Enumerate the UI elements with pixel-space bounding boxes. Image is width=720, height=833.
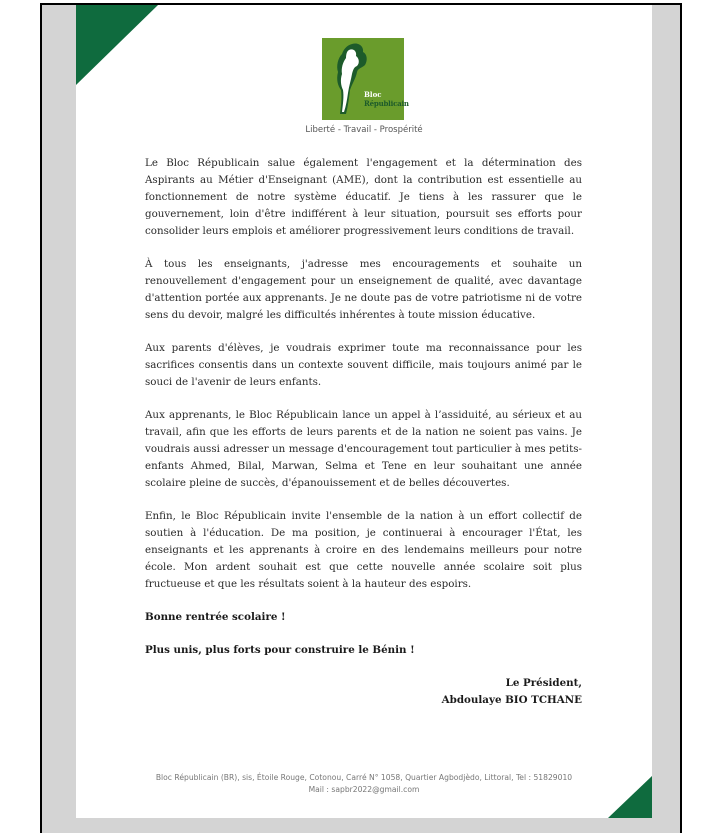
letter-body: [145, 155, 582, 675]
party-logo: [322, 38, 409, 120]
letter-footer: [76, 772, 652, 796]
paragraph-ame: Le Bloc Républicain salue également l'engagement et la détermination des Aspirants au Métier d'Enseignant (AME), dont la contribution est essentielle au fonctionnement de notre système éducatif. Je tiens à les rassurer que le gouvernement, loin d'être indifférent à leur situation, poursuit ses efforts pour consolider leurs emplois et améliorer progressivement leurs conditions de travail.: [145, 157, 582, 237]
letter-page: [76, 5, 652, 818]
logo-text-republicain: Républicain: [364, 99, 409, 108]
logo-text-bloc: Bloc: [364, 90, 382, 99]
signature-block: [442, 675, 582, 709]
footer-address: Bloc Républicain (BR), sis, Étoile Rouge, Cotonou, Carré N° 1058, Quartier Agbodjèdo, Littoral, Tel : 51829010: [155, 773, 573, 782]
closing-slogan: Plus unis, plus forts pour construire le Bénin !: [145, 644, 415, 656]
closing-rentree: Bonne rentrée scolaire !: [145, 611, 286, 623]
signature-name: Abdoulaye BIO TCHANE: [441, 694, 582, 706]
paragraph-learners: Aux apprenants, le Bloc Républicain lance un appel à l’assiduité, au sérieux et au travail, afin que les efforts de leurs parents et de la nation ne soient pas vains. Je voudrais aussi adresser un message d'encouragement tout particulier à mes petits-enfants Ahmed, Bilal, Marwan, Selma et Tene en leur souhaitant une année scolaire pleine de succès, d'épanouissement et de belles découvertes.: [145, 409, 582, 489]
footer-mail: Mail : sapbr2022@gmail.com: [308, 785, 420, 794]
signature-title: Le Président,: [505, 677, 582, 689]
paragraph-teachers: À tous les enseignants, j'adresse mes encouragements et souhaite un renouvellement d'engagement pour un enseignement de qualité, avec davantage d'attention portée aux apprenants. Je ne doute pas de votre patriotisme ni de votre sens du devoir, malgré les difficultés inhérentes à toute mission éducative.: [145, 258, 582, 321]
paragraph-parents: Aux parents d'élèves, je voudrais exprimer toute ma reconnaissance pour les sacrifices consentis dans un contexte souvent difficile, mais toujours animé par le souci de l'avenir de leurs enfants.: [145, 342, 582, 388]
paragraph-nation: Enfin, le Bloc Républicain invite l'ensemble de la nation à un effort collectif de soutien à l'éducation. De ma position, je continuerai à encourager l'État, les enseignants et les apprenants à croire en des lendemains meilleurs pour notre école. Mon ardent souhait est que cette nouvelle année scolaire soit plus fructueuse et que les résultats soient à la hauteur des espoirs.: [145, 510, 582, 590]
corner-decoration-top-left: [76, 5, 158, 85]
party-motto: Liberté - Travail - Prospérité: [305, 125, 423, 135]
